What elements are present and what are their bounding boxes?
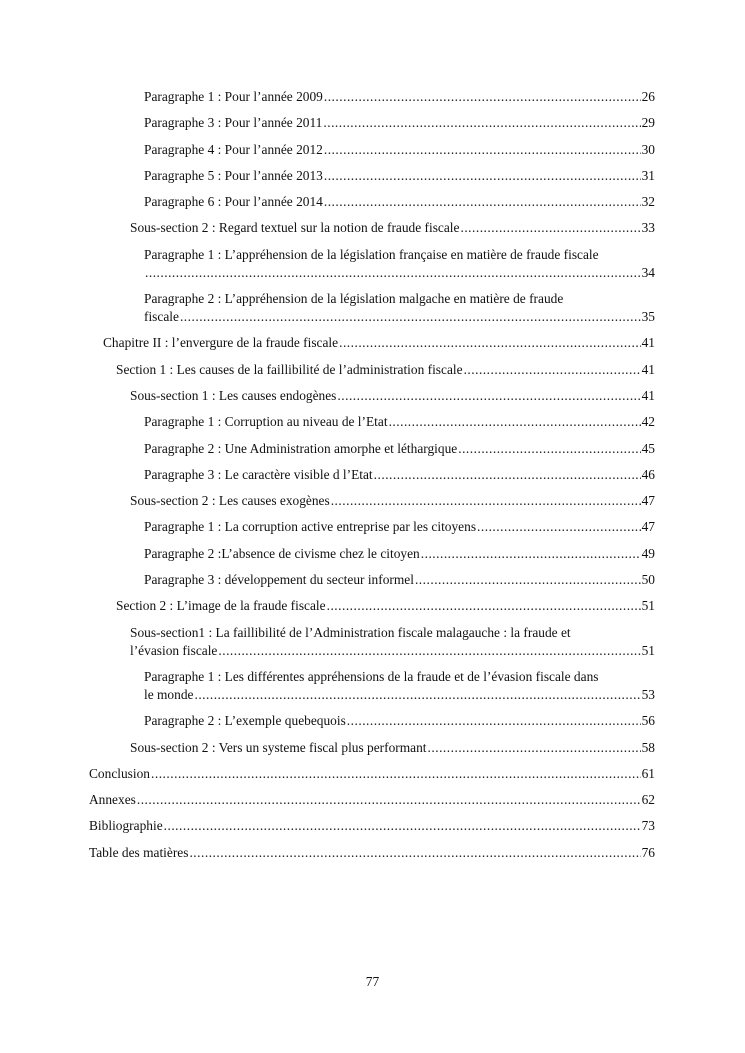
toc-entry-title: Paragraphe 1 : Les différentes appréhensions de la fraude et de l’évasion fiscale dans bbox=[144, 668, 599, 684]
toc-entry-row bbox=[144, 686, 655, 704]
toc-dot-leader bbox=[477, 518, 641, 536]
toc-entry[interactable] bbox=[89, 597, 655, 615]
toc-entry[interactable] bbox=[89, 193, 655, 211]
toc-entry[interactable] bbox=[89, 440, 655, 458]
toc-entry[interactable] bbox=[89, 167, 655, 185]
toc-entry-title: Paragraphe 2 : L’appréhension de la législation malgache en matière de fraude bbox=[144, 291, 564, 307]
toc-dot-leader bbox=[164, 817, 641, 835]
toc-dot-leader bbox=[415, 571, 641, 589]
toc-dot-leader bbox=[327, 597, 641, 615]
toc-entry-row bbox=[130, 739, 655, 757]
toc-entry-title: Section 2 : L’image de la fraude fiscale bbox=[116, 598, 326, 614]
toc-entry[interactable] bbox=[89, 844, 655, 862]
toc-entry-row bbox=[89, 791, 655, 809]
toc-entry-continuation: fiscale bbox=[144, 309, 179, 325]
toc-page-number: 26 bbox=[641, 89, 655, 104]
toc-page-number: 51 bbox=[641, 598, 655, 614]
toc-page-number: 32 bbox=[641, 194, 655, 210]
toc-page-number: 56 bbox=[641, 713, 655, 729]
toc-dot-leader bbox=[323, 114, 640, 132]
toc-entry-row bbox=[144, 440, 655, 458]
toc-entry-title: Paragraphe 4 : Pour l’année 2012 bbox=[144, 141, 323, 157]
toc-entry-row bbox=[144, 413, 655, 431]
toc-entry[interactable] bbox=[89, 492, 655, 510]
toc-entry-title: Section 1 : Les causes de la faillibilité de l’administration fiscale bbox=[116, 361, 463, 377]
toc-entry-title: Paragraphe 3 : Pour l’année 2011 bbox=[144, 115, 323, 131]
toc-page-number: 45 bbox=[641, 440, 655, 456]
toc-dot-leader bbox=[458, 440, 640, 458]
toc-entry-title: Paragraphe 2 : Une Administration amorphe et léthargique bbox=[144, 440, 458, 456]
toc-entry-title: Chapitre II : l’envergure de la fraude fiscale bbox=[103, 335, 339, 351]
toc-entry-row bbox=[89, 844, 655, 862]
toc-dot-leader bbox=[137, 791, 641, 809]
toc-entry-title: Paragraphe 6 : Pour l’année 2014 bbox=[144, 194, 323, 210]
toc-entry[interactable] bbox=[89, 246, 655, 282]
toc-entry[interactable] bbox=[89, 88, 655, 106]
toc-page-number: 50 bbox=[641, 572, 655, 588]
toc-page-number: 76 bbox=[641, 844, 655, 860]
toc-entry-row bbox=[144, 712, 655, 730]
toc-entry-row bbox=[116, 361, 655, 379]
toc-dot-leader bbox=[151, 765, 641, 783]
toc-page-number: 41 bbox=[641, 335, 655, 351]
toc-entry[interactable] bbox=[89, 466, 655, 484]
toc-dot-leader bbox=[145, 264, 641, 282]
toc-entry-row bbox=[144, 264, 655, 282]
toc-entry-title: Sous-section 2 : Les causes exogènes bbox=[130, 493, 330, 509]
toc-entry[interactable] bbox=[89, 624, 655, 660]
toc-entry-row bbox=[130, 642, 655, 660]
toc-entry-row bbox=[89, 765, 655, 783]
toc-entry-row bbox=[144, 167, 655, 185]
toc-entry-title: Paragraphe 1 : La corruption active entreprise par les citoyens bbox=[144, 519, 477, 535]
toc-entry-row bbox=[144, 545, 655, 563]
toc-dot-leader bbox=[460, 219, 640, 237]
toc-entry-row bbox=[116, 597, 655, 615]
toc-entry-continuation: l’évasion fiscale bbox=[130, 642, 218, 658]
toc-entry[interactable] bbox=[89, 668, 655, 704]
toc-page-number: 51 bbox=[641, 642, 655, 658]
toc-entry[interactable] bbox=[89, 765, 655, 783]
toc-entry[interactable] bbox=[89, 571, 655, 589]
toc-entry-title: Annexes bbox=[89, 792, 136, 808]
toc-dot-leader bbox=[428, 739, 641, 757]
toc-entry-title: Paragraphe 5 : Pour l’année 2013 bbox=[144, 167, 323, 183]
toc-entry-continuation: le monde bbox=[144, 686, 194, 702]
toc-entry-row bbox=[103, 334, 655, 352]
toc-entry-row bbox=[89, 817, 655, 835]
toc-entry-title: Paragraphe 1 : L’appréhension de la législation française en matière de fraude fiscale bbox=[144, 246, 599, 262]
toc-page-number: 33 bbox=[641, 220, 655, 236]
toc-page-number: 41 bbox=[641, 387, 655, 403]
toc-dot-leader bbox=[324, 88, 641, 106]
toc-page-number: 47 bbox=[641, 493, 655, 509]
toc-page-number: 73 bbox=[641, 818, 655, 834]
toc-page-number: 34 bbox=[641, 264, 655, 280]
toc-dot-leader bbox=[347, 712, 641, 730]
toc-dot-leader bbox=[218, 642, 640, 660]
toc-dot-leader bbox=[324, 141, 641, 159]
toc-entry-title: Sous-section1 : La faillibilité de l’Administration fiscale malagauche : la fraude et bbox=[130, 624, 571, 640]
toc-page-number: 62 bbox=[641, 792, 655, 808]
toc-dot-leader bbox=[421, 545, 641, 563]
toc-page-number: 30 bbox=[641, 141, 655, 157]
toc-entry-row bbox=[144, 141, 655, 159]
toc-entry-title: Paragraphe 3 : Le caractère visible d l’Etat bbox=[144, 466, 373, 482]
toc-page-number: 42 bbox=[641, 414, 655, 430]
toc-entry-row bbox=[144, 114, 655, 132]
toc-entry-title: Table des matières bbox=[89, 844, 189, 860]
toc-entry-title: Sous-section 1 : Les causes endogènes bbox=[130, 387, 337, 403]
toc-entry[interactable] bbox=[89, 791, 655, 809]
toc-entry[interactable] bbox=[89, 114, 655, 132]
toc-entry-row bbox=[144, 88, 655, 106]
toc-entry-title: Bibliographie bbox=[89, 818, 163, 834]
toc-entry[interactable] bbox=[89, 739, 655, 757]
toc-page-number: 58 bbox=[641, 739, 655, 755]
toc-entry-row bbox=[144, 308, 655, 326]
toc-entry[interactable] bbox=[89, 219, 655, 237]
toc-dot-leader bbox=[374, 466, 641, 484]
toc-dot-leader bbox=[324, 167, 641, 185]
toc-entry-row bbox=[130, 219, 655, 237]
toc-entry-title: Paragraphe 1 : Corruption au niveau de l’Etat bbox=[144, 414, 388, 430]
toc-page-number: 29 bbox=[641, 115, 655, 131]
toc-dot-leader bbox=[331, 492, 641, 510]
toc-dot-leader bbox=[389, 413, 641, 431]
toc-entry-title: Paragraphe 2 :L’absence de civisme chez le citoyen bbox=[144, 545, 420, 561]
toc-dot-leader bbox=[194, 686, 640, 704]
toc-entry[interactable] bbox=[89, 290, 655, 326]
toc-page-number: 35 bbox=[641, 309, 655, 325]
toc-dot-leader bbox=[337, 387, 640, 405]
toc-entry-row bbox=[144, 571, 655, 589]
toc-entry-title: Paragraphe 1 : Pour l’année 2009 bbox=[144, 89, 323, 104]
toc-entry-title: Paragraphe 2 : L’exemple quebequois bbox=[144, 713, 346, 729]
toc-entry-title: Conclusion bbox=[89, 765, 151, 781]
toc-page-number: 53 bbox=[641, 686, 655, 702]
toc-page-number: 41 bbox=[641, 361, 655, 377]
toc-entry-row bbox=[144, 518, 655, 536]
toc-entry[interactable] bbox=[89, 141, 655, 159]
toc-entry[interactable] bbox=[89, 361, 655, 379]
toc-entry[interactable] bbox=[89, 712, 655, 730]
toc-dot-leader bbox=[189, 844, 640, 862]
toc-entry-row bbox=[130, 387, 655, 405]
toc-entry-title: Sous-section 2 : Regard textuel sur la notion de fraude fiscale bbox=[130, 220, 460, 236]
toc-entry-row bbox=[144, 466, 655, 484]
page-number: 77 bbox=[365, 974, 380, 989]
toc-entry[interactable] bbox=[89, 387, 655, 405]
toc-page-number: 49 bbox=[641, 545, 655, 561]
toc-entry[interactable] bbox=[89, 334, 655, 352]
toc-entry[interactable] bbox=[89, 518, 655, 536]
toc-dot-leader bbox=[324, 193, 641, 211]
toc-page-number: 46 bbox=[641, 466, 655, 482]
toc-page-number: 61 bbox=[641, 765, 655, 781]
toc-entry[interactable] bbox=[89, 545, 655, 563]
toc-dot-leader bbox=[464, 361, 641, 379]
toc-dot-leader bbox=[339, 334, 641, 352]
toc-page-number: 47 bbox=[641, 519, 655, 535]
toc-entry[interactable] bbox=[89, 817, 655, 835]
toc-page-number: 31 bbox=[641, 167, 655, 183]
table-of-contents bbox=[89, 88, 655, 870]
toc-entry[interactable] bbox=[89, 413, 655, 431]
toc-entry-title: Sous-section 2 : Vers un systeme fiscal plus performant bbox=[130, 739, 427, 755]
toc-entry-row bbox=[144, 193, 655, 211]
toc-entry-title: Paragraphe 3 : développement du secteur informel bbox=[144, 572, 414, 588]
toc-dot-leader bbox=[180, 308, 641, 326]
toc-entry-row bbox=[130, 492, 655, 510]
